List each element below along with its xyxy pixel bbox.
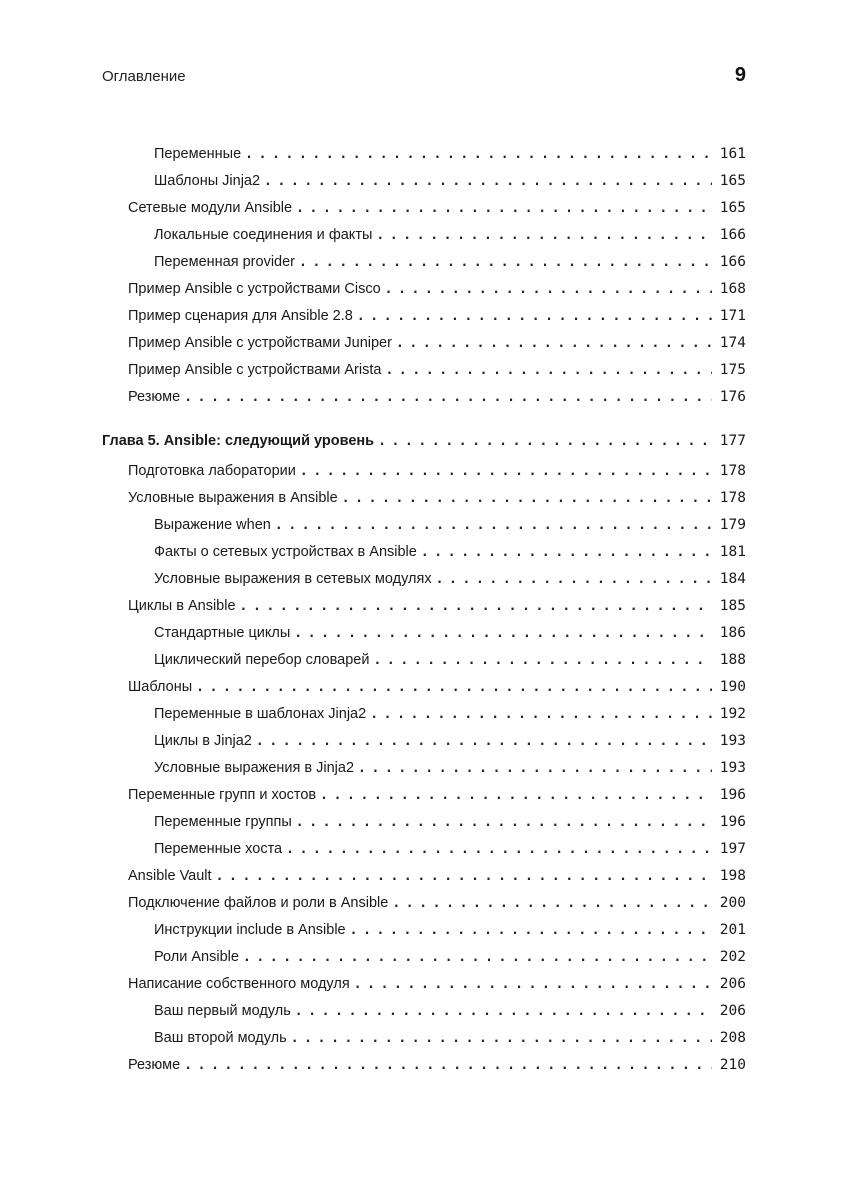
toc-entry[interactable] — [102, 384, 746, 411]
toc-entry-title: Условные выражения в Ansible — [128, 490, 338, 506]
dot-leader — [184, 384, 712, 411]
dot-leader — [320, 782, 712, 809]
toc-entry-page: 165 — [719, 200, 746, 216]
toc-entry[interactable] — [102, 998, 746, 1025]
toc-entry-page: 192 — [719, 706, 746, 722]
dot-leader — [296, 195, 712, 222]
dot-leader — [296, 809, 712, 836]
dot-leader — [354, 971, 712, 998]
dot-leader — [243, 944, 712, 971]
toc-entry-page: 178 — [719, 490, 746, 506]
toc-entry-page: 198 — [719, 868, 746, 884]
dot-leader — [291, 1025, 712, 1052]
toc-entry[interactable] — [102, 539, 746, 566]
toc-entry-title: Роли Ansible — [154, 949, 239, 965]
toc-entry[interactable] — [102, 276, 746, 303]
toc-entry[interactable] — [102, 512, 746, 539]
toc-entry-title: Подключение файлов и роли в Ansible — [128, 895, 389, 911]
toc-entry-page: 178 — [719, 463, 746, 479]
toc-entry-page: 188 — [719, 652, 746, 668]
toc-entry[interactable] — [102, 728, 746, 755]
page-header — [102, 64, 746, 87]
toc-entry-page: 193 — [719, 760, 746, 776]
toc-entry-title: Подготовка лаборатории — [128, 463, 296, 479]
toc-entry[interactable] — [102, 755, 746, 782]
toc-entry-title: Написание собственного модуля — [128, 976, 350, 992]
toc-entry-page: 181 — [719, 544, 746, 560]
toc-entry-title: Циклы в Ansible — [128, 598, 236, 614]
toc-entry-page: 177 — [719, 433, 746, 449]
toc-entry[interactable] — [102, 917, 746, 944]
dot-leader — [350, 917, 712, 944]
toc-entry[interactable] — [102, 1052, 746, 1079]
toc-entry-page: 184 — [719, 571, 746, 587]
dot-leader — [373, 647, 712, 674]
toc-entry[interactable] — [102, 303, 746, 330]
dot-leader — [240, 593, 712, 620]
dot-leader — [184, 1052, 712, 1079]
toc-entry-title: Шаблоны Jinja2 — [154, 173, 261, 189]
dot-leader — [275, 512, 712, 539]
toc-entry-page: 171 — [719, 308, 746, 324]
dot-leader — [299, 249, 712, 276]
toc-entry[interactable] — [102, 647, 746, 674]
toc-entry[interactable] — [102, 944, 746, 971]
toc-entry-title: Ваш второй модуль — [154, 1030, 287, 1046]
dot-leader — [300, 458, 712, 485]
toc-entry-page: 200 — [719, 895, 746, 911]
dot-leader — [358, 755, 712, 782]
toc-entry[interactable] — [102, 782, 746, 809]
toc-entry-title: Сетевые модули Ansible — [128, 200, 293, 216]
toc-entry[interactable] — [102, 357, 746, 384]
dot-leader — [378, 428, 712, 455]
dot-leader — [245, 141, 712, 168]
dot-leader — [396, 330, 712, 357]
dot-leader — [392, 890, 712, 917]
toc-entry-title: Стандартные циклы — [154, 625, 291, 641]
toc-entry[interactable] — [102, 566, 746, 593]
toc-entry-page: 208 — [719, 1030, 746, 1046]
toc-chapter-entry[interactable] — [102, 428, 746, 455]
running-head-title: Оглавление — [102, 68, 186, 85]
toc-entry-page: 166 — [719, 227, 746, 243]
toc-entry-title: Ваш первый модуль — [154, 1003, 291, 1019]
toc-entry[interactable] — [102, 168, 746, 195]
toc-entry-title: Переменные групп и хостов — [128, 787, 317, 803]
dot-leader — [385, 357, 712, 384]
dot-leader — [196, 674, 712, 701]
toc-entry-title: Циклический перебор словарей — [154, 652, 370, 668]
toc-entry-page: 174 — [719, 335, 746, 351]
dot-leader — [357, 303, 712, 330]
toc-entry-title: Переменные хоста — [154, 841, 283, 857]
toc-entry-title: Условные выражения в сетевых модулях — [154, 571, 432, 587]
toc-entry[interactable] — [102, 485, 746, 512]
toc-entry-title: Переменные — [154, 146, 242, 162]
toc-entry-title: Глава 5. Ansible: следующий уровень — [102, 433, 375, 449]
toc-entry-title: Переменная provider — [154, 254, 295, 270]
toc-entry[interactable] — [102, 1025, 746, 1052]
toc-entry-title: Факты о сетевых устройствах в Ansible — [154, 544, 417, 560]
toc-entry-title: Условные выражения в Jinja2 — [154, 760, 355, 776]
table-of-contents — [102, 141, 746, 1079]
toc-entry-title: Резюме — [128, 389, 181, 405]
toc-entry-page: 185 — [719, 598, 746, 614]
dot-leader — [385, 276, 712, 303]
toc-entry-page: 196 — [719, 787, 746, 803]
toc-entry-title: Инструкции include в Ansible — [154, 922, 346, 938]
toc-entry-page: 206 — [719, 1003, 746, 1019]
toc-entry-page: 201 — [719, 922, 746, 938]
dot-leader — [294, 620, 712, 647]
toc-entry-title: Резюме — [128, 1057, 181, 1073]
toc-entry[interactable] — [102, 809, 746, 836]
dot-leader — [370, 701, 712, 728]
dot-leader — [216, 863, 712, 890]
toc-entry[interactable] — [102, 593, 746, 620]
dot-leader — [436, 566, 712, 593]
toc-entry-page: 166 — [719, 254, 746, 270]
toc-entry-title: Шаблоны — [128, 679, 193, 695]
toc-entry[interactable] — [102, 701, 746, 728]
toc-entry-page: 161 — [719, 146, 746, 162]
toc-entry-title: Локальные соединения и факты — [154, 227, 373, 243]
toc-entry-title: Переменные в шаблонах Jinja2 — [154, 706, 367, 722]
toc-entry-page: 165 — [719, 173, 746, 189]
toc-entry[interactable] — [102, 222, 746, 249]
toc-entry-page: 186 — [719, 625, 746, 641]
dot-leader — [342, 485, 712, 512]
toc-entry[interactable] — [102, 836, 746, 863]
toc-entry-title: Ansible Vault — [128, 868, 212, 884]
toc-entry-page: 193 — [719, 733, 746, 749]
toc-entry-page: 196 — [719, 814, 746, 830]
toc-entry-title: Выражение when — [154, 517, 271, 533]
toc-entry-title: Пример Ansible с устройствами Juniper — [128, 335, 392, 351]
toc-entry[interactable] — [102, 249, 746, 276]
toc-entry-page: 197 — [719, 841, 746, 857]
toc-entry[interactable] — [102, 195, 746, 222]
toc-entry-title: Пример сценария для Ansible 2.8 — [128, 308, 353, 324]
page-number: 9 — [734, 64, 746, 86]
toc-entry-page: 176 — [719, 389, 746, 405]
toc-entry[interactable] — [102, 620, 746, 647]
dot-leader — [421, 539, 712, 566]
dot-leader — [295, 998, 712, 1025]
dot-leader — [286, 836, 712, 863]
toc-entry[interactable] — [102, 141, 746, 168]
toc-entry-page: 175 — [719, 362, 746, 378]
toc-entry-page: 179 — [719, 517, 746, 533]
toc-entry[interactable] — [102, 971, 746, 998]
toc-entry-page: 168 — [719, 281, 746, 297]
dot-leader — [376, 222, 712, 249]
toc-entry-title: Пример Ansible с устройствами Cisco — [128, 281, 381, 297]
toc-entry-title: Переменные группы — [154, 814, 292, 830]
toc-entry[interactable] — [102, 674, 746, 701]
toc-entry-page: 202 — [719, 949, 746, 965]
toc-entry-page: 206 — [719, 976, 746, 992]
toc-entry[interactable] — [102, 330, 746, 357]
toc-entry[interactable] — [102, 458, 746, 485]
toc-entry[interactable] — [102, 890, 746, 917]
toc-entry-page: 190 — [719, 679, 746, 695]
dot-leader — [264, 168, 712, 195]
toc-entry-title: Циклы в Jinja2 — [154, 733, 252, 749]
dot-leader — [256, 728, 712, 755]
toc-entry[interactable] — [102, 863, 746, 890]
toc-entry-page: 210 — [719, 1057, 746, 1073]
toc-entry-title: Пример Ansible с устройствами Arista — [128, 362, 382, 378]
